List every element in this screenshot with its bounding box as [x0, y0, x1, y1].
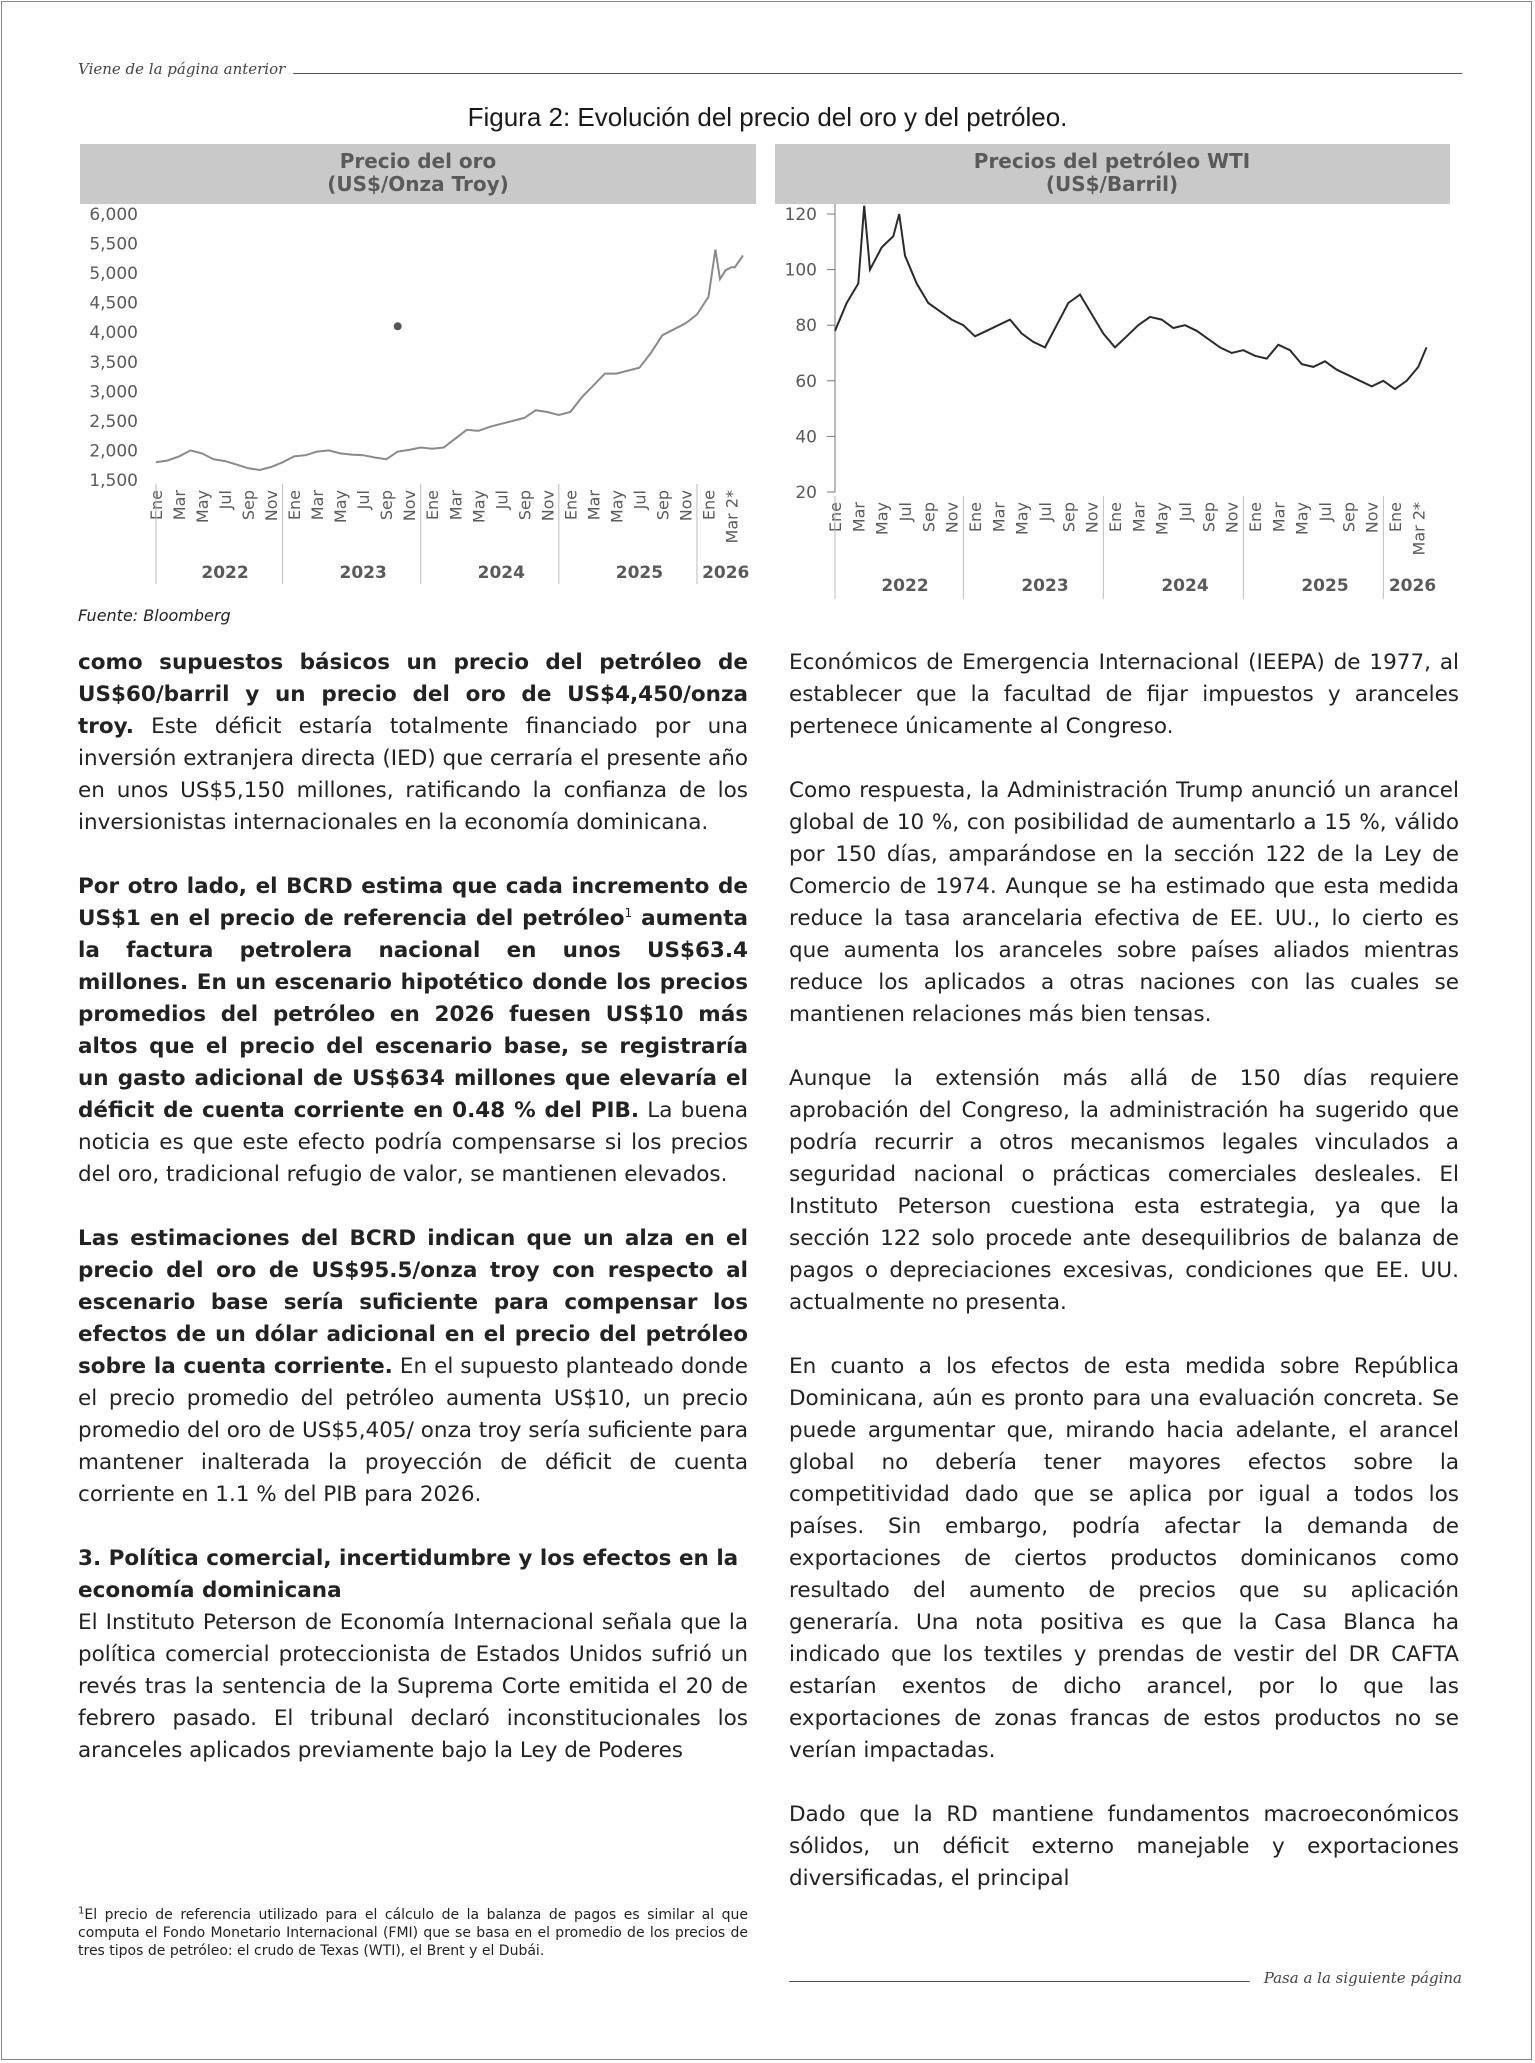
x-tick-label: Mar — [849, 502, 869, 533]
x-tick-label: May — [469, 490, 489, 524]
x-tick-label: Ene — [561, 490, 581, 521]
year-label: 2023 — [339, 563, 387, 583]
left-p2-bold-a: Por otro lado, el BCRD estima que cada incremento de US$1 en el precio de referencia del petróleo — [78, 874, 748, 931]
oil-chart-subtitle: (US$/Barril) — [1045, 172, 1179, 196]
oil-price-chart — [775, 144, 1460, 606]
left-paragraph-2 — [78, 871, 748, 1191]
section-heading: 3. Política comercial, incertidumbre y los efectos en la economía dominicana — [78, 1546, 739, 1603]
year-label: 2022 — [201, 563, 249, 583]
y-tick-label: 60 — [795, 371, 817, 392]
footer-rule — [789, 1981, 1250, 1982]
x-tick-label: Sep — [1199, 502, 1219, 533]
x-tick-label: May — [1292, 502, 1312, 536]
year-label: 2023 — [1021, 576, 1069, 596]
x-tick-label: May — [1012, 502, 1032, 536]
x-tick-label: Jul — [492, 490, 512, 510]
x-tick-label: May — [607, 490, 627, 524]
y-tick-label: 100 — [784, 260, 817, 281]
x-tick-label: Ene — [1246, 502, 1265, 533]
right-paragraph-4: En cuanto a los efectos de esta medida sobre República Dominicana, aún es pronto para una evaluación concreta. Se puede argumentar que, mirando hacia adelante, el arancel global no debería tener mayores efectos sobre la competitividad dado que se aplica por igual a todos los países. Sin embargo, podría afectar la demanda de exportaciones de ciertos productos dominicanos como resultado del aumento de precios que su aplicación generaría. Una nota positiva es que la Casa Blanca ha indicado que los textiles y prendas de vestir del DR CAFTA estarían exentos de dicho arancel, por lo que las exportaciones de zonas francas de estos productos no se verían impactadas. — [789, 1354, 1459, 1763]
x-tick-label: May — [1152, 502, 1172, 536]
x-tick-label: Ene — [826, 502, 845, 533]
left-column — [78, 647, 748, 1767]
x-tick-label: Mar — [308, 490, 328, 521]
x-tick-label: Ene — [285, 490, 305, 521]
x-tick-label: Nov — [538, 490, 558, 522]
left-paragraph-3 — [78, 1223, 748, 1511]
right-column — [789, 647, 1459, 1895]
footnote-number: 1 — [78, 1905, 85, 1917]
y-tick-label: 80 — [795, 316, 817, 337]
y-tick-label: 5,500 — [89, 234, 138, 255]
y-tick-label: 40 — [795, 427, 817, 448]
gold-annotation-point — [394, 322, 402, 330]
oil-chart-svg — [775, 144, 1460, 606]
oil-series-line — [835, 206, 1427, 389]
y-tick-label: 1,500 — [89, 471, 138, 491]
y-tick-label: 2,000 — [89, 441, 138, 462]
x-tick-label: Nov — [676, 490, 696, 522]
continued-label: Viene de la página anterior — [78, 60, 286, 78]
x-tick-label: Ene — [699, 490, 719, 521]
left-paragraph-4: El Instituto Peterson de Economía Internacional señala que la política comercial proteccionista de Estados Unidos sufrió un revés tras la sentencia de la Suprema Corte emitida el 20 de febrero pasado. El tribunal declaró inconstitucionales los aranceles aplicados previamente bajo la Ley de Poderes — [78, 1610, 748, 1763]
oil-chart-title: Precios del petróleo WTI — [973, 149, 1251, 173]
continued-header — [78, 60, 1462, 78]
year-label: 2022 — [881, 576, 929, 596]
gold-price-chart — [78, 144, 758, 594]
year-label: 2025 — [1301, 576, 1349, 596]
x-tick-label: Ene — [147, 490, 166, 521]
gold-chart-title: Precio del oro — [339, 149, 497, 173]
y-tick-label: 3,500 — [89, 352, 138, 373]
x-tick-label: Sep — [653, 490, 673, 521]
year-label: 2026 — [1388, 576, 1437, 596]
y-tick-label: 2,500 — [89, 411, 138, 432]
x-tick-label: Sep — [515, 490, 535, 521]
x-tick-label: Ene — [423, 490, 443, 521]
left-p2-text: La buena noticia es que este efecto podría compensarse si los precios del oro, tradicional refugio de valor, se mantienen elevados. — [78, 1098, 748, 1187]
x-tick-label: Mar — [1129, 502, 1149, 533]
left-p2-bold-b: aumenta la factura petrolera nacional en unos US$63.4 millones. En un escenario hipotético donde los precios promedios del petróleo en 2026 fuesen US$10 más altos que el precio del escenario base, se registraría un gasto adicional de US$634 millones que elevaría el déficit de cuenta corriente en 0.48 % del PIB. — [78, 906, 748, 1123]
gold-chart-svg — [78, 144, 758, 594]
x-tick-label: Ene — [966, 502, 985, 533]
y-tick-label: 5,000 — [89, 264, 138, 285]
x-tick-label: Jul — [896, 502, 915, 522]
x-tick-label: May — [872, 502, 892, 536]
right-paragraph-5: Dado que la RD mantiene fundamentos macroeconómicos sólidos, un déficit externo manejable y exportaciones diversificadas, el principal — [789, 1802, 1459, 1891]
x-tick-label: Sep — [239, 490, 259, 521]
left-p1-text: Este déficit estaría totalmente financiado por una inversión extranjera directa (IED) que cerraría el presente año en unos US$5,150 millones, ratificando la confianza de los inversionistas internacionales en la economía dominicana. — [78, 714, 748, 835]
figure-title: Figura 2: Evolución del precio del oro y del petróleo. — [467, 102, 1068, 132]
x-tick-label: Nov — [1082, 502, 1102, 534]
x-tick-label: Jul — [630, 490, 650, 510]
x-tick-label: Mar — [584, 490, 604, 521]
figure-source: Fuente: Bloomberg — [78, 606, 231, 625]
year-label: 2026 — [702, 563, 750, 583]
left-p1-bold: como supuestos básicos un precio del petróleo de US$60/barril y un precio del oro de US$4,450/onza troy. — [78, 650, 748, 739]
x-tick-label: Sep — [1059, 502, 1079, 533]
y-tick-label: 20 — [795, 483, 817, 503]
y-tick-label: 4,000 — [89, 323, 138, 344]
x-tick-label: Nov — [942, 502, 962, 534]
left-p3-text: En el supuesto planteado donde el precio promedio del petróleo aumenta US$10, un precio promedio del oro de US$5,405/ onza troy sería suficiente para mantener inalterada la proyección de déficit de cuenta corriente en 1.1 % del PIB para 2026. — [78, 1354, 748, 1507]
header-rule — [293, 73, 1462, 74]
x-tick-label: Nov — [1362, 502, 1382, 534]
y-tick-label: 6,000 — [89, 205, 138, 225]
x-tick-label: Mar — [989, 502, 1009, 533]
x-tick-label: Mar 2* — [722, 490, 742, 544]
x-tick-label: Sep — [1339, 502, 1359, 533]
gold-series-line — [156, 250, 743, 471]
x-tick-label: Jul — [354, 490, 374, 510]
left-p3-bold: Las estimaciones del BCRD indican que un alza en el precio del oro de US$95.5/onza troy con respecto al escenario base sería suficiente para compensar los efectos de un dólar adicional en el precio del petróleo sobre la cuenta corriente. — [78, 1226, 748, 1379]
continued-footer — [789, 1969, 1462, 1987]
year-label: 2024 — [477, 563, 525, 583]
x-tick-label: Ene — [1106, 502, 1125, 533]
x-tick-label: Mar — [170, 490, 190, 521]
year-label: 2024 — [1161, 576, 1209, 596]
x-tick-label: Nov — [1222, 502, 1242, 534]
left-paragraph-1 — [78, 647, 748, 839]
next-page-label: Pasa a la siguiente página — [1263, 1969, 1462, 1987]
x-tick-label: Jul — [1036, 502, 1055, 522]
x-tick-label: Jul — [216, 490, 236, 510]
year-label: 2025 — [615, 563, 664, 583]
x-tick-label: Mar 2* — [1409, 502, 1429, 556]
x-tick-label: Nov — [262, 490, 282, 522]
x-tick-label: Jul — [1176, 502, 1195, 522]
footnote — [78, 1906, 748, 1960]
x-tick-label: Mar — [446, 490, 466, 521]
right-paragraph-1: Económicos de Emergencia Internacional (IEEPA) de 1977, al establecer que la facultad de fijar impuestos y aranceles pertenece únicamente al Congreso. — [789, 650, 1459, 739]
x-tick-label: May — [193, 490, 213, 524]
y-tick-label: 120 — [784, 205, 817, 225]
gold-chart-subtitle: (US$/Onza Troy) — [327, 172, 509, 196]
right-paragraph-3: Aunque la extensión más allá de 150 días requiere aprobación del Congreso, la administración ha sugerido que podría recurrir a otros mecanismos legales vinculados a seguridad nacional o prácticas comerciales desleales. El Instituto Peterson cuestiona esta estrategia, ya que la sección 122 solo procede ante desequilibrios de balanza de pagos o depreciaciones excesivas, condiciones que EE. UU. actualmente no presenta. — [789, 1066, 1459, 1315]
x-tick-label: Nov — [400, 490, 420, 522]
x-tick-label: Mar — [1269, 502, 1289, 533]
x-tick-label: May — [331, 490, 351, 524]
x-tick-label: Ene — [1386, 502, 1405, 533]
x-tick-label: Sep — [377, 490, 397, 521]
x-tick-label: Sep — [919, 502, 939, 533]
right-paragraph-2: Como respuesta, la Administración Trump anunció un arancel global de 10 %, con posibilidad de aumentarlo a 15 %, válido por 150 días, amparándose en la sección 122 de la Ley de Comercio de 1974. Aunque se ha estimado que esta medida reduce la tasa arancelaria efectiva de EE. UU., lo cierto es que aumenta los aranceles sobre países aliados mientras reduce los aplicados a otras naciones con las cuales se mantienen relaciones más bien tensas. — [789, 778, 1459, 1027]
y-tick-label: 4,500 — [89, 293, 138, 314]
y-tick-label: 3,000 — [89, 382, 138, 403]
x-tick-label: Jul — [1316, 502, 1335, 522]
footnote-ref: 1 — [624, 905, 633, 920]
footnote-text: El precio de referencia utilizado para el cálculo de la balanza de pagos es similar al que computa el Fondo Monetario Internacional (FMI) que se basa en el promedio de los precios de tres tipos de petróleo: el crudo de Texas (WTI), el Brent y el Dubái. — [78, 1907, 748, 1959]
